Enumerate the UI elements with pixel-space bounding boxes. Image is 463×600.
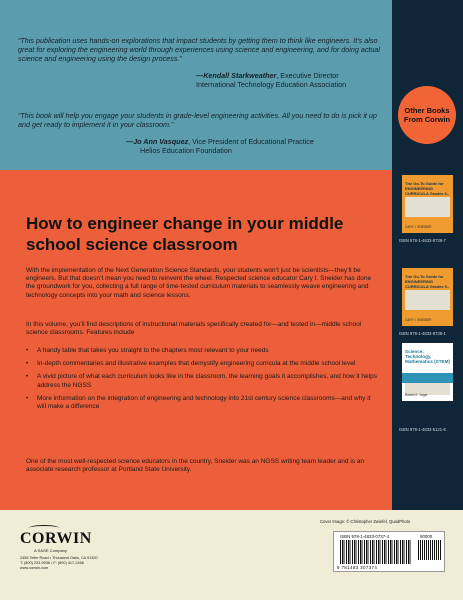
barcode-digits: 9 781483 307374 — [337, 565, 378, 570]
author-bio-paragraph: One of the most well-respected science educators in the country, Sneider was an NGSS writing team leader and is an associate research professor at Portland State University. — [26, 458, 365, 474]
related-book-title-3: Science, Technology, Mathematics (STEM) — [405, 349, 450, 365]
related-book-title-1: The Go-To Guide for ENGINEERING CURRICULA Grades 6– — [405, 181, 450, 196]
cover-headline: How to engineer change in your middle school science classroom — [26, 214, 344, 254]
barcode-price-code: 90000 — [420, 534, 433, 539]
barcode-icon — [340, 540, 412, 564]
related-book-photo-1 — [405, 197, 450, 217]
endorser-name-2: —Jo Ann Vasquez — [126, 137, 189, 146]
related-book-cover-3 — [402, 343, 453, 401]
publisher-tagline: A SAGE Company — [34, 548, 67, 553]
related-book-isbn-3: ISBN 978-1-4833-5121-6 — [399, 427, 446, 432]
endorsement-quote-2: “This book will help you engage your students in grade-level engineering activities. All you need to do is pick it up and get ready to implement it in your classroom.” — [18, 111, 377, 129]
endorser-org-1: International Technology Education Association — [196, 80, 347, 89]
feature-item: • A vivid picture of what each curriculum looks like in the classroom, the learning goals it accomplishes, and how it helps address the NGSS — [26, 373, 380, 389]
endorser-title-1: , Executive Director — [276, 71, 339, 80]
barcode-isbn: ISBN 978-1-4833-0737-4 — [340, 534, 390, 539]
related-books-sidebar — [392, 0, 463, 510]
endorser-org-2: Helios Education Foundation — [140, 146, 232, 155]
description-paragraph-1: With the implementation of the Next Generation Science Standards, your students won’t just be scientists—they’ll be engineers. But that doesn’t mean you need to reinvent the wheel. Respected science educator Cary I. Sneider has done the groundwork for you, collecting a full range of time-tested curriculum materials to seamlessly weave engineering and technology concepts into your math and science lessons. — [26, 267, 372, 299]
cover-image-credit: Cover Image: © Christopher Zwiefel, QuadPhoto — [320, 519, 411, 524]
publisher-logo: CORWIN — [20, 530, 92, 547]
endorser-name-1: —Kendall Starkweather — [196, 71, 277, 80]
related-book-title-2: The Go-To Guide for ENGINEERING CURRICULA Grades 9– — [405, 274, 450, 289]
publisher-address-line: www.corwin.com — [20, 566, 49, 570]
other-books-badge: Other Books From Corwin — [398, 86, 456, 144]
feature-item: • In-depth commentaries and illustrative examples that demystify engineering curricula at the middle school level — [26, 360, 380, 368]
publisher-address-line: 2455 Teller Road • Thousand Oaks, CA 91320 — [20, 556, 98, 560]
related-book-author-3: Robert E. Yager — [405, 393, 428, 397]
publisher-address-line: T: (800) 233-9936 • F: (800) 417-2466 — [20, 561, 84, 565]
related-book-photo-2 — [405, 290, 450, 310]
related-book-band-3 — [402, 373, 453, 383]
price-barcode-icon — [418, 540, 442, 560]
related-book-author-1: CARY I. SNEIDER — [405, 225, 432, 229]
endorser-title-2: , Vice President of Educational Practice — [188, 137, 314, 146]
endorsement-attribution-1 — [196, 71, 346, 89]
endorsement-quote-1: “This publication uses hands-on explorations that impact students by getting them to think like engineers. It’s also great for exploring the engineering world through experiences using science and engineering, and for doing actual science and engineering using the design process.” — [18, 36, 381, 63]
related-book-isbn-2: ISBN 978-1-4833-8738-1 — [399, 331, 446, 336]
feature-item: • More information on the integration of engineering and technology into 21st century science classrooms—and why it will make a difference — [26, 395, 380, 411]
related-book-author-2: CARY I. SNEIDER — [405, 318, 432, 322]
related-book-cover-1 — [402, 175, 453, 233]
publisher-address — [20, 556, 98, 571]
feature-list — [26, 347, 380, 416]
related-book-isbn-1: ISBN 978-1-4833-8736-7 — [399, 238, 446, 243]
feature-item: • A handy table that takes you straight to the chapters most relevant to your needs — [26, 347, 380, 355]
endorsement-attribution-2 — [126, 137, 314, 155]
related-book-cover-2 — [402, 268, 453, 326]
description-paragraph-2: In this volume, you’ll find descriptions of instructional materials specifically created for—and tested in—middle school science classrooms. Features include — [26, 321, 362, 337]
